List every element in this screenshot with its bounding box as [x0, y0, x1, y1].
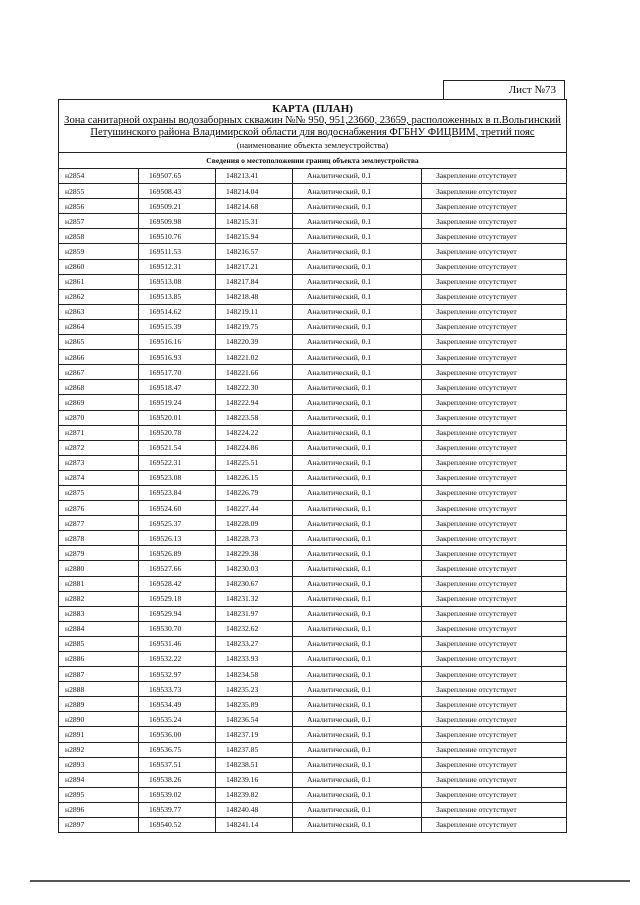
table-row	[59, 516, 567, 531]
point-number: н2872	[59, 440, 139, 455]
coordinate-x: 169535.24	[139, 712, 216, 727]
point-number: н2867	[59, 365, 139, 380]
point-number: н2868	[59, 380, 139, 395]
coordinate-x: 169536.00	[139, 727, 216, 742]
table-row	[59, 410, 567, 425]
fixation-description: Закрепление отсутствует	[422, 440, 567, 455]
table-row	[59, 184, 567, 199]
point-number: н2869	[59, 395, 139, 410]
coordinate-x: 169539.77	[139, 802, 216, 817]
coordinate-y: 148226.79	[216, 485, 293, 500]
coordinate-y: 148225.51	[216, 455, 293, 470]
method-accuracy: Аналитический, 0.1	[293, 636, 422, 651]
coordinate-x: 169526.13	[139, 531, 216, 546]
table-row	[59, 712, 567, 727]
fixation-description: Закрепление отсутствует	[422, 410, 567, 425]
coordinate-y: 148233.27	[216, 636, 293, 651]
method-accuracy: Аналитический, 0.1	[293, 289, 422, 304]
method-accuracy: Аналитический, 0.1	[293, 350, 422, 365]
table-row	[59, 214, 567, 229]
coordinate-x: 169526.89	[139, 546, 216, 561]
fixation-description: Закрепление отсутствует	[422, 516, 567, 531]
coordinate-y: 148229.38	[216, 546, 293, 561]
fixation-description: Закрепление отсутствует	[422, 682, 567, 697]
fixation-description: Закрепление отсутствует	[422, 485, 567, 500]
fixation-description: Закрепление отсутствует	[422, 184, 567, 199]
point-number: н2864	[59, 319, 139, 334]
coordinate-x: 169516.16	[139, 335, 216, 350]
coordinate-y: 148230.03	[216, 561, 293, 576]
table-row	[59, 802, 567, 817]
method-accuracy: Аналитический, 0.1	[293, 787, 422, 802]
coordinate-y: 148214.04	[216, 184, 293, 199]
point-number: н2875	[59, 485, 139, 500]
table-row	[59, 470, 567, 485]
fixation-description: Закрепление отсутствует	[422, 652, 567, 667]
point-number: н2857	[59, 214, 139, 229]
table-row	[59, 304, 567, 319]
map-header	[59, 100, 567, 153]
fixation-description: Закрепление отсутствует	[422, 591, 567, 606]
table-row	[59, 335, 567, 350]
point-number: н2854	[59, 169, 139, 184]
coordinate-y: 148228.73	[216, 531, 293, 546]
point-number: н2880	[59, 561, 139, 576]
point-number: н2892	[59, 742, 139, 757]
fixation-description: Закрепление отсутствует	[422, 365, 567, 380]
fixation-description: Закрепление отсутствует	[422, 531, 567, 546]
object-name-caption: (наименование объекта землеустройства)	[236, 140, 389, 150]
point-number: н2862	[59, 289, 139, 304]
method-accuracy: Аналитический, 0.1	[293, 501, 422, 516]
coordinate-y: 148233.93	[216, 652, 293, 667]
fixation-description: Закрепление отсутствует	[422, 380, 567, 395]
coordinate-y: 148217.21	[216, 259, 293, 274]
coordinate-y: 148223.58	[216, 410, 293, 425]
method-accuracy: Аналитический, 0.1	[293, 244, 422, 259]
method-accuracy: Аналитический, 0.1	[293, 380, 422, 395]
coordinate-y: 148221.02	[216, 350, 293, 365]
fixation-description: Закрепление отсутствует	[422, 576, 567, 591]
map-header-row	[59, 100, 567, 153]
method-accuracy: Аналитический, 0.1	[293, 742, 422, 757]
method-accuracy: Аналитический, 0.1	[293, 516, 422, 531]
fixation-description: Закрепление отсутствует	[422, 561, 567, 576]
table-row	[59, 576, 567, 591]
coordinate-y: 148235.23	[216, 682, 293, 697]
fixation-description: Закрепление отсутствует	[422, 802, 567, 817]
table-row	[59, 697, 567, 712]
coordinate-y: 148213.41	[216, 169, 293, 184]
fixation-description: Закрепление отсутствует	[422, 546, 567, 561]
method-accuracy: Аналитический, 0.1	[293, 214, 422, 229]
coordinate-x: 169520.01	[139, 410, 216, 425]
point-number: н2883	[59, 606, 139, 621]
coordinate-x: 169529.18	[139, 591, 216, 606]
method-accuracy: Аналитический, 0.1	[293, 652, 422, 667]
coordinate-y: 148222.30	[216, 380, 293, 395]
point-number: н2878	[59, 531, 139, 546]
method-accuracy: Аналитический, 0.1	[293, 169, 422, 184]
coordinate-y: 148218.48	[216, 289, 293, 304]
coordinate-x: 169507.65	[139, 169, 216, 184]
table-row	[59, 621, 567, 636]
coordinate-x: 169508.43	[139, 184, 216, 199]
point-number: н2863	[59, 304, 139, 319]
method-accuracy: Аналитический, 0.1	[293, 531, 422, 546]
fixation-description: Закрепление отсутствует	[422, 455, 567, 470]
coordinate-y: 148217.84	[216, 274, 293, 289]
coordinate-y: 148228.09	[216, 516, 293, 531]
point-number: н2865	[59, 335, 139, 350]
method-accuracy: Аналитический, 0.1	[293, 682, 422, 697]
coordinate-y: 148219.75	[216, 319, 293, 334]
table-row	[59, 531, 567, 546]
table-row	[59, 757, 567, 772]
method-accuracy: Аналитический, 0.1	[293, 606, 422, 621]
method-accuracy: Аналитический, 0.1	[293, 802, 422, 817]
coordinate-x: 169531.46	[139, 636, 216, 651]
coordinate-y: 148239.82	[216, 787, 293, 802]
table-row	[59, 787, 567, 802]
method-accuracy: Аналитический, 0.1	[293, 319, 422, 334]
method-accuracy: Аналитический, 0.1	[293, 259, 422, 274]
map-title: КАРТА (ПЛАН)	[272, 103, 353, 115]
table-row	[59, 259, 567, 274]
method-accuracy: Аналитический, 0.1	[293, 485, 422, 500]
point-number: н2896	[59, 802, 139, 817]
point-number: н2891	[59, 727, 139, 742]
method-accuracy: Аналитический, 0.1	[293, 576, 422, 591]
method-accuracy: Аналитический, 0.1	[293, 591, 422, 606]
coordinate-y: 148219.11	[216, 304, 293, 319]
coordinate-x: 169521.54	[139, 440, 216, 455]
coordinate-x: 169530.70	[139, 621, 216, 636]
fixation-description: Закрепление отсутствует	[422, 319, 567, 334]
coordinate-y: 148231.97	[216, 606, 293, 621]
table-row	[59, 169, 567, 184]
coordinate-x: 169519.24	[139, 395, 216, 410]
fixation-description: Закрепление отсутствует	[422, 395, 567, 410]
table-row	[59, 818, 567, 833]
method-accuracy: Аналитический, 0.1	[293, 667, 422, 682]
method-accuracy: Аналитический, 0.1	[293, 757, 422, 772]
coordinate-x: 169540.52	[139, 818, 216, 833]
coordinate-x: 169529.94	[139, 606, 216, 621]
fixation-description: Закрепление отсутствует	[422, 727, 567, 742]
coordinate-y: 148239.16	[216, 772, 293, 787]
point-number: н2885	[59, 636, 139, 651]
point-number: н2894	[59, 772, 139, 787]
table-row	[59, 546, 567, 561]
coordinate-y: 148215.31	[216, 214, 293, 229]
coordinate-x: 169522.31	[139, 455, 216, 470]
fixation-description: Закрепление отсутствует	[422, 697, 567, 712]
point-number: н2861	[59, 274, 139, 289]
coordinate-x: 169523.08	[139, 470, 216, 485]
coordinate-x: 169517.70	[139, 365, 216, 380]
coordinate-x: 169533.73	[139, 682, 216, 697]
point-number: н2873	[59, 455, 139, 470]
method-accuracy: Аналитический, 0.1	[293, 440, 422, 455]
coordinate-y: 148224.86	[216, 440, 293, 455]
table-row	[59, 667, 567, 682]
fixation-description: Закрепление отсутствует	[422, 787, 567, 802]
method-accuracy: Аналитический, 0.1	[293, 335, 422, 350]
method-accuracy: Аналитический, 0.1	[293, 697, 422, 712]
fixation-description: Закрепление отсутствует	[422, 425, 567, 440]
fixation-description: Закрепление отсутствует	[422, 501, 567, 516]
point-number: н2888	[59, 682, 139, 697]
point-number: н2870	[59, 410, 139, 425]
method-accuracy: Аналитический, 0.1	[293, 561, 422, 576]
coordinate-x: 169524.60	[139, 501, 216, 516]
coordinate-y: 148216.57	[216, 244, 293, 259]
point-number: н2876	[59, 501, 139, 516]
fixation-description: Закрепление отсутствует	[422, 304, 567, 319]
fixation-description: Закрепление отсутствует	[422, 214, 567, 229]
fixation-description: Закрепление отсутствует	[422, 667, 567, 682]
point-number: н2890	[59, 712, 139, 727]
method-accuracy: Аналитический, 0.1	[293, 621, 422, 636]
point-number: н2874	[59, 470, 139, 485]
sheet-number-box	[443, 80, 565, 100]
method-accuracy: Аналитический, 0.1	[293, 304, 422, 319]
table-row	[59, 440, 567, 455]
coordinate-x: 169538.26	[139, 772, 216, 787]
table-row	[59, 274, 567, 289]
point-number: н2893	[59, 757, 139, 772]
fixation-description: Закрепление отсутствует	[422, 757, 567, 772]
coordinate-y: 148232.62	[216, 621, 293, 636]
table-row	[59, 455, 567, 470]
coordinate-x: 169532.22	[139, 652, 216, 667]
fixation-description: Закрепление отсутствует	[422, 742, 567, 757]
table-row	[59, 636, 567, 651]
method-accuracy: Аналитический, 0.1	[293, 199, 422, 214]
point-number: н2884	[59, 621, 139, 636]
coordinate-y: 148237.85	[216, 742, 293, 757]
coordinate-y: 148231.32	[216, 591, 293, 606]
coordinate-x: 169513.85	[139, 289, 216, 304]
method-accuracy: Аналитический, 0.1	[293, 365, 422, 380]
table-row	[59, 652, 567, 667]
point-number: н2877	[59, 516, 139, 531]
coordinate-y: 148236.54	[216, 712, 293, 727]
fixation-description: Закрепление отсутствует	[422, 636, 567, 651]
coordinate-x: 169512.31	[139, 259, 216, 274]
table-row	[59, 772, 567, 787]
coordinate-y: 148215.94	[216, 229, 293, 244]
fixation-description: Закрепление отсутствует	[422, 772, 567, 787]
coordinate-y: 148214.68	[216, 199, 293, 214]
coordinate-y: 148227.44	[216, 501, 293, 516]
coordinate-x: 169536.75	[139, 742, 216, 757]
fixation-description: Закрепление отсутствует	[422, 818, 567, 833]
coordinate-y: 148230.67	[216, 576, 293, 591]
fixation-description: Закрепление отсутствует	[422, 169, 567, 184]
table-row	[59, 319, 567, 334]
table-row	[59, 485, 567, 500]
coordinate-x: 169511.53	[139, 244, 216, 259]
coordinate-y: 148221.66	[216, 365, 293, 380]
table-row	[59, 742, 567, 757]
method-accuracy: Аналитический, 0.1	[293, 470, 422, 485]
coordinate-x: 169539.02	[139, 787, 216, 802]
fixation-description: Закрепление отсутствует	[422, 335, 567, 350]
fixation-description: Закрепление отсутствует	[422, 350, 567, 365]
coordinate-x: 169532.97	[139, 667, 216, 682]
point-number: н2871	[59, 425, 139, 440]
table-row	[59, 380, 567, 395]
table-row	[59, 425, 567, 440]
coordinate-y: 148237.19	[216, 727, 293, 742]
bottom-divider	[30, 880, 630, 882]
coordinate-x: 169527.66	[139, 561, 216, 576]
method-accuracy: Аналитический, 0.1	[293, 425, 422, 440]
coordinate-y: 148220.39	[216, 335, 293, 350]
method-accuracy: Аналитический, 0.1	[293, 546, 422, 561]
coordinate-y: 148240.48	[216, 802, 293, 817]
table-row	[59, 199, 567, 214]
fixation-description: Закрепление отсутствует	[422, 229, 567, 244]
method-accuracy: Аналитический, 0.1	[293, 229, 422, 244]
method-accuracy: Аналитический, 0.1	[293, 410, 422, 425]
fixation-description: Закрепление отсутствует	[422, 606, 567, 621]
point-number: н2895	[59, 787, 139, 802]
point-number: н2882	[59, 591, 139, 606]
point-number: н2886	[59, 652, 139, 667]
coordinate-y: 148238.51	[216, 757, 293, 772]
coordinate-y: 148235.89	[216, 697, 293, 712]
point-number: н2879	[59, 546, 139, 561]
method-accuracy: Аналитический, 0.1	[293, 395, 422, 410]
coordinate-y: 148241.14	[216, 818, 293, 833]
method-accuracy: Аналитический, 0.1	[293, 184, 422, 199]
coordinate-x: 169509.21	[139, 199, 216, 214]
table-row	[59, 395, 567, 410]
table-row	[59, 606, 567, 621]
method-accuracy: Аналитический, 0.1	[293, 274, 422, 289]
table-row	[59, 561, 567, 576]
coordinate-x: 169518.47	[139, 380, 216, 395]
point-number: н2866	[59, 350, 139, 365]
coordinate-x: 169520.78	[139, 425, 216, 440]
point-number: н2887	[59, 667, 139, 682]
table-row	[59, 350, 567, 365]
coordinate-x: 169525.37	[139, 516, 216, 531]
point-number: н2859	[59, 244, 139, 259]
method-accuracy: Аналитический, 0.1	[293, 772, 422, 787]
section-title-row	[59, 153, 567, 169]
fixation-description: Закрепление отсутствует	[422, 259, 567, 274]
point-number: н2881	[59, 576, 139, 591]
boundary-table	[58, 99, 567, 833]
fixation-description: Закрепление отсутствует	[422, 621, 567, 636]
section-title: Сведения о местоположении границ объекта землеустройства	[59, 153, 567, 169]
table-body	[59, 169, 567, 833]
point-number: н2858	[59, 229, 139, 244]
table-row	[59, 501, 567, 516]
table-row	[59, 365, 567, 380]
coordinate-x: 169537.51	[139, 757, 216, 772]
coordinate-y: 148226.15	[216, 470, 293, 485]
table-row	[59, 229, 567, 244]
coordinate-x: 169513.08	[139, 274, 216, 289]
table-row	[59, 244, 567, 259]
object-name: Зона санитарной охраны водозаборных скважин №№ 950, 951,23660, 23659, расположенных в п.Вольгинский Петушинского района Владимирской области для водоснабжения ФГБНУ ФИЦВИМ, третий пояс	[64, 115, 561, 138]
fixation-description: Закрепление отсутствует	[422, 244, 567, 259]
point-number: н2897	[59, 818, 139, 833]
point-number: н2855	[59, 184, 139, 199]
method-accuracy: Аналитический, 0.1	[293, 727, 422, 742]
table-row	[59, 727, 567, 742]
method-accuracy: Аналитический, 0.1	[293, 818, 422, 833]
table-row	[59, 591, 567, 606]
coordinate-y: 148224.22	[216, 425, 293, 440]
fixation-description: Закрепление отсутствует	[422, 199, 567, 214]
table-row	[59, 289, 567, 304]
coordinate-x: 169509.98	[139, 214, 216, 229]
coordinate-x: 169534.49	[139, 697, 216, 712]
coordinate-x: 169528.42	[139, 576, 216, 591]
method-accuracy: Аналитический, 0.1	[293, 455, 422, 470]
fixation-description: Закрепление отсутствует	[422, 470, 567, 485]
sheet-number-label: Лист №73	[508, 84, 556, 96]
fixation-description: Закрепление отсутствует	[422, 274, 567, 289]
coordinate-x: 169514.62	[139, 304, 216, 319]
coordinate-x: 169510.76	[139, 229, 216, 244]
coordinate-y: 148234.58	[216, 667, 293, 682]
fixation-description: Закрепление отсутствует	[422, 289, 567, 304]
method-accuracy: Аналитический, 0.1	[293, 712, 422, 727]
coordinate-y: 148222.94	[216, 395, 293, 410]
point-number: н2889	[59, 697, 139, 712]
coordinate-x: 169515.39	[139, 319, 216, 334]
coordinate-x: 169516.93	[139, 350, 216, 365]
point-number: н2856	[59, 199, 139, 214]
fixation-description: Закрепление отсутствует	[422, 712, 567, 727]
table-row	[59, 682, 567, 697]
coordinate-x: 169523.84	[139, 485, 216, 500]
point-number: н2860	[59, 259, 139, 274]
